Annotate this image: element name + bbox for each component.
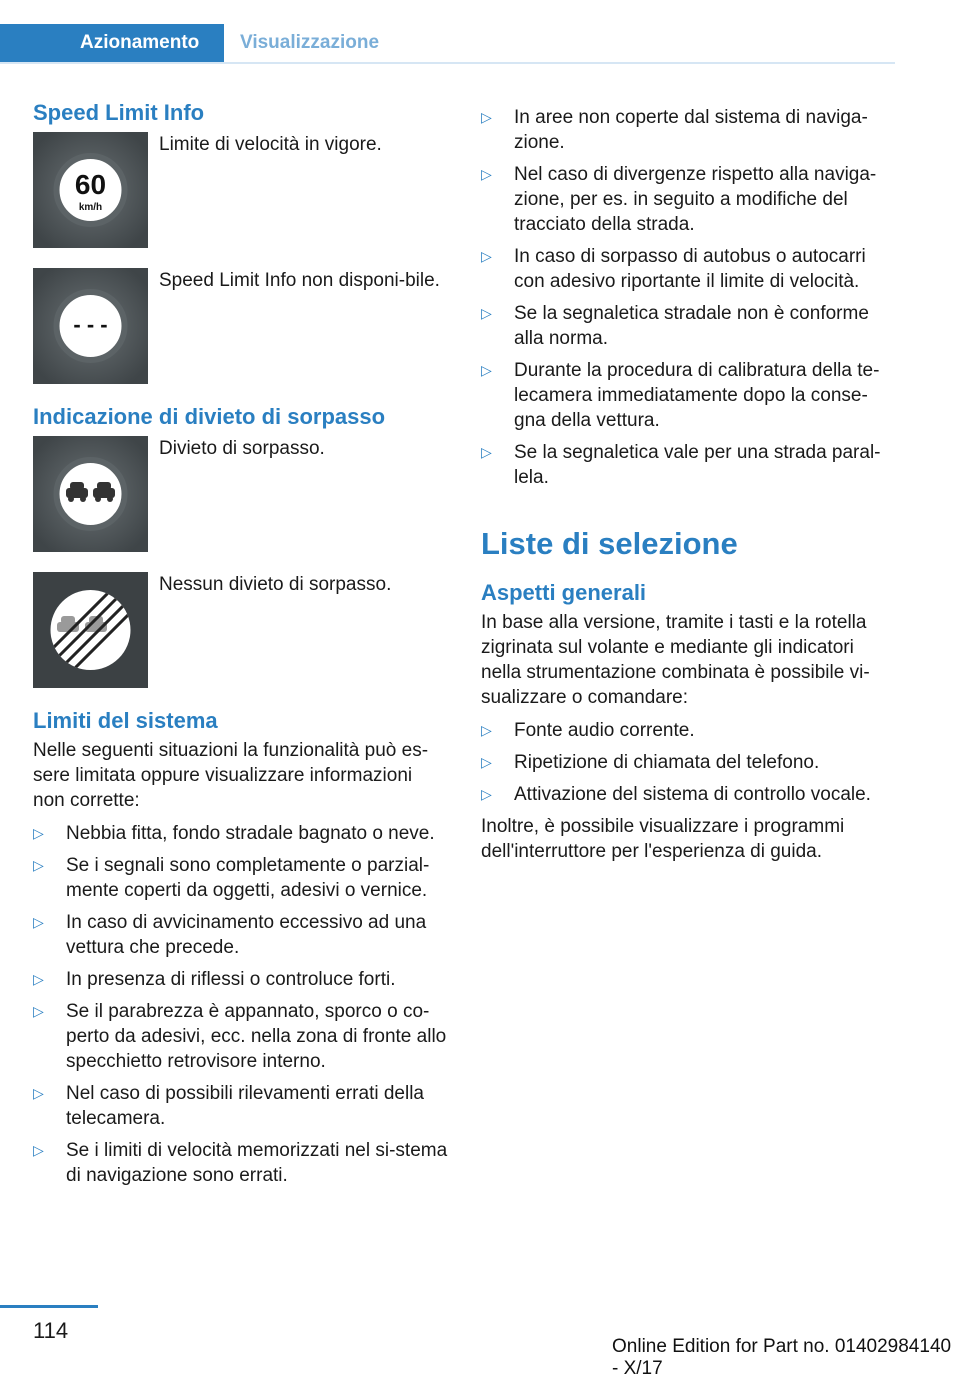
limits-list (33, 821, 448, 1188)
sign3-description: Divieto di sorpasso. (159, 438, 325, 459)
list-item: ▷ Nel caso di possibili rilevamenti errati della telecamera. (33, 1083, 424, 1129)
speed-limit-heading: Speed Limit Info (33, 100, 205, 125)
list-item: ▷ Se la segnaletica stradale non è conforme alla norma. (481, 303, 869, 349)
sign-row-unavailable (33, 268, 448, 384)
triangle-bullet-icon: ▷ (33, 914, 44, 930)
lists-heading: Liste di selezione (481, 526, 738, 561)
unavailable-dashes-text: - - - (73, 312, 108, 337)
list-item: ▷ In caso di sorpasso di autobus o autocarri con adesivo riportante il limite di velocità. (481, 246, 866, 292)
tab-visualizzazione[interactable]: Visualizzazione (240, 32, 380, 53)
triangle-bullet-icon: ▷ (481, 305, 492, 321)
triangle-bullet-icon: ▷ (481, 722, 492, 738)
triangle-bullet-icon: ▷ (33, 971, 44, 987)
general-heading: Aspetti generali (481, 580, 647, 605)
list-item: ▷ In aree non coperte dal sistema di naviga-zione. (481, 107, 868, 153)
speed-unit-text: km/h (78, 202, 103, 213)
edition-footer: Online Edition for Part no. 01402984140 - X/17 (612, 1336, 952, 1379)
no-overtaking-icon (33, 436, 148, 552)
sign-row-end-no-overtaking (33, 572, 448, 688)
triangle-bullet-icon: ▷ (481, 248, 492, 264)
tab-azionamento[interactable]: Azionamento (0, 24, 224, 62)
list-item: ▷ Ripetizione di chiamata del telefono. (481, 752, 820, 773)
right-column (481, 105, 896, 864)
list-item: ▷ Nebbia fitta, fondo stradale bagnato o neve. (33, 823, 435, 844)
sign2-description: Speed Limit Info non disponi-bile. (159, 270, 440, 291)
list-item: ▷ In caso di avvicinamento eccessivo ad una vettura che precede. (33, 912, 427, 958)
triangle-bullet-icon: ▷ (481, 362, 492, 378)
limits-intro: Nelle seguenti situazioni la funzionalità può es-sere limitata oppure visualizzare informazioni non corrette: (33, 740, 429, 811)
list-item: ▷ Se i segnali sono completamente o parzial-mente coperti da oggetti, adesivi o vernice. (33, 855, 430, 901)
list-item: ▷ Fonte audio corrente. (481, 720, 695, 741)
list-item: ▷ Nel caso di divergenze rispetto alla naviga-zione, per es. in seguito a modifiche del tracciato della strada. (481, 164, 877, 235)
general-list (481, 718, 896, 807)
list-item: ▷ Se la segnaletica vale per una strada paral-lela. (481, 442, 881, 488)
triangle-bullet-icon: ▷ (481, 754, 492, 770)
triangle-bullet-icon: ▷ (33, 1085, 44, 1101)
list-item: ▷ Se il parabrezza è appannato, sporco o co-perto da adesivi, ecc. nella zona di fronte allo specchietto retrovisore interno. (33, 1001, 447, 1072)
speed-limit-60-icon (33, 132, 148, 248)
list-item: ▷ In presenza di riflessi o controluce forti. (33, 969, 396, 990)
triangle-bullet-icon: ▷ (33, 1003, 44, 1019)
sign4-description: Nessun divieto di sorpasso. (159, 574, 392, 595)
speed-value-text: 60 (74, 169, 107, 200)
general-intro: In base alla versione, tramite i tasti e la rotella zigrinata sul volante e mediante gli indicatori nella strumentazione combinata è possibile vi-sualizzare o comandare: (481, 612, 870, 708)
triangle-bullet-icon: ▷ (33, 825, 44, 841)
end-no-overtaking-icon (33, 572, 148, 688)
list-item: ▷ Attivazione del sistema di controllo vocale. (481, 784, 871, 805)
page-number: 114 (33, 1318, 69, 1343)
overtake-heading: Indicazione di divieto di sorpasso (33, 404, 386, 429)
left-column (33, 100, 448, 1195)
triangle-bullet-icon: ▷ (33, 857, 44, 873)
header-tabs (0, 24, 895, 64)
list-item: ▷ Se i limiti di velocità memorizzati nel si-stema di navigazione sono errati. (33, 1140, 448, 1186)
footer-accent-line (0, 1305, 98, 1308)
triangle-bullet-icon: ▷ (481, 166, 492, 182)
triangle-bullet-icon: ▷ (481, 786, 492, 802)
general-outro: Inoltre, è possibile visualizzare i programmi dell'interruttore per l'esperienza di guida. (481, 816, 845, 862)
sign-row-no-overtaking (33, 436, 448, 552)
list-item: ▷ Durante la procedura di calibratura della te-lecamera immediatamente dopo la conse-gna della vettura. (481, 360, 880, 431)
limits-heading: Limiti del sistema (33, 708, 218, 733)
triangle-bullet-icon: ▷ (33, 1142, 44, 1158)
triangle-bullet-icon: ▷ (481, 444, 492, 460)
limits-list-continued (481, 105, 896, 490)
sign-row-speed-limit (33, 132, 448, 248)
sign1-description: Limite di velocità in vigore. (159, 134, 382, 155)
speed-limit-unavailable-icon (33, 268, 148, 384)
triangle-bullet-icon: ▷ (481, 109, 492, 125)
